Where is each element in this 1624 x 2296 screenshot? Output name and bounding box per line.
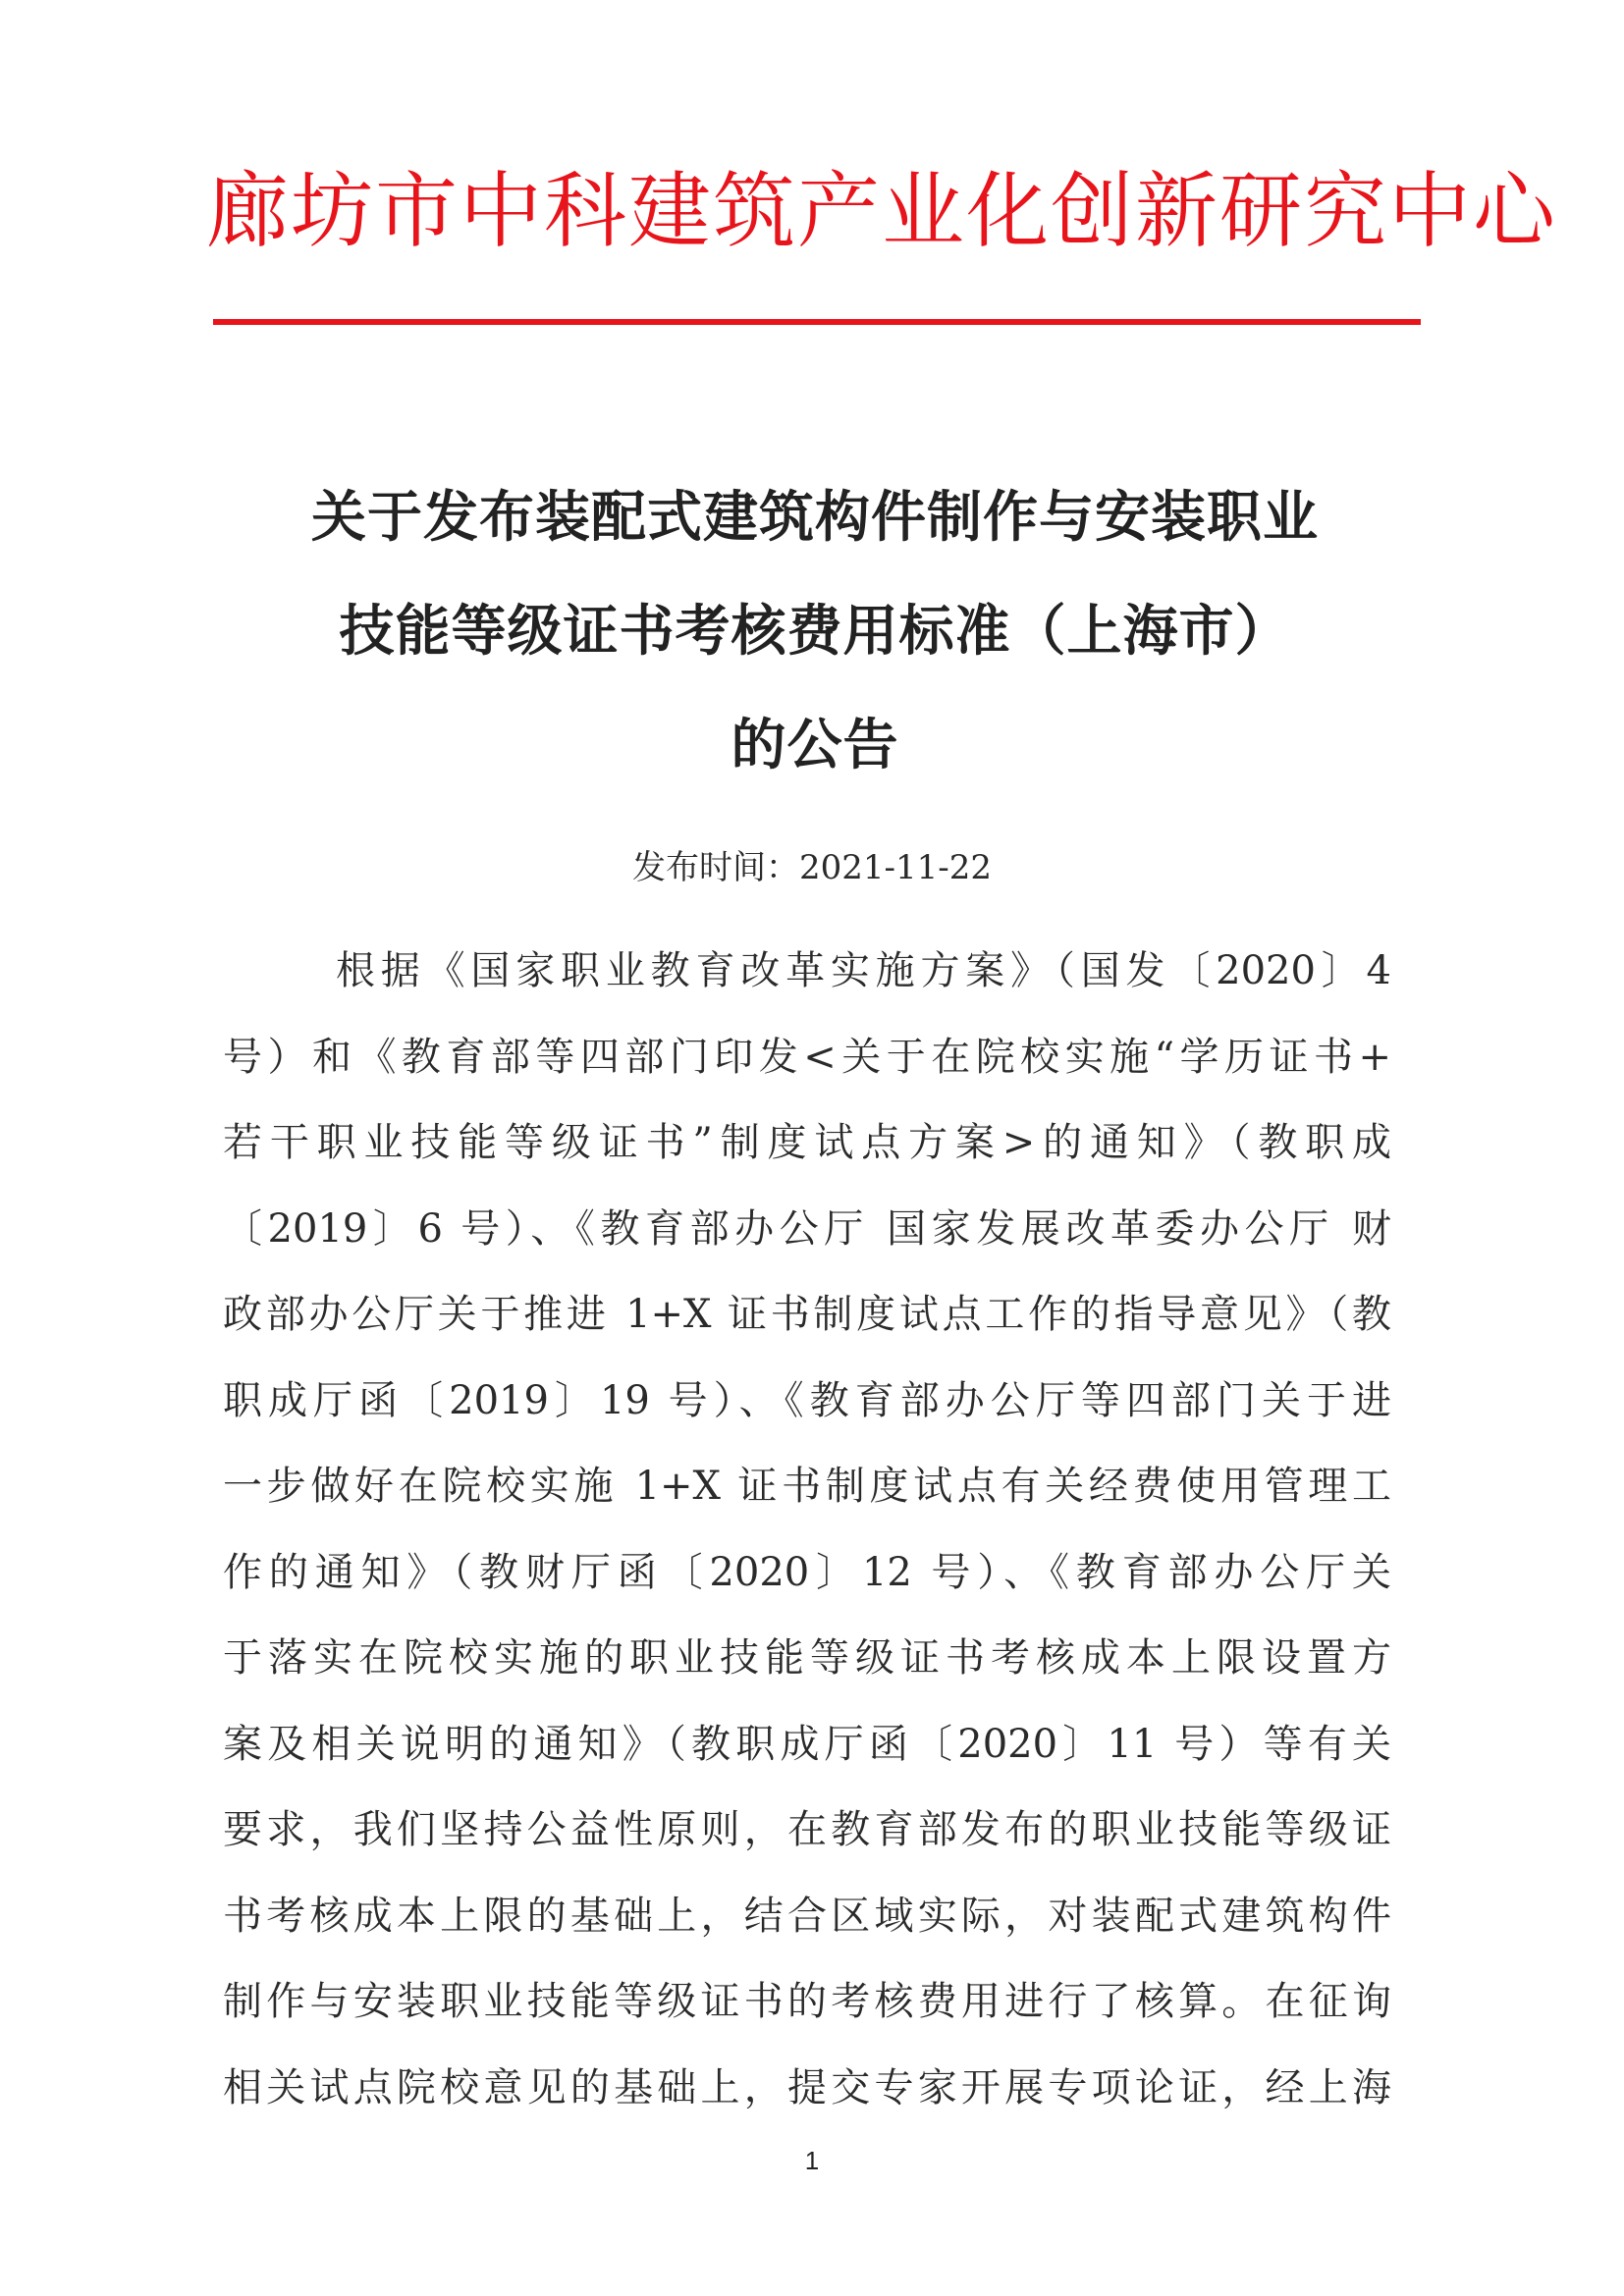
body-line: 相关试点院校意见的基础上，提交专家开展专项论证，经上海 bbox=[223, 2064, 1391, 2110]
page-number: 1 bbox=[804, 2146, 820, 2175]
body-line: 制作与安装职业技能等级证书的考核费用进行了核算。在征询 bbox=[223, 1979, 1391, 2024]
body-line: 号）和《教育部等四部门印发<关于在院校实施“学历证书+ bbox=[223, 1034, 1391, 1080]
body-line: 作的通知》（教财厅函〔2020〕12 号）、《教育部办公厅关 bbox=[223, 1549, 1391, 1595]
body-paragraph bbox=[223, 929, 1391, 2131]
body-line: 一步做好在院校实施 1+X 证书制度试点有关经费使用管理工 bbox=[223, 1464, 1391, 1509]
body-line: 若干职业技能等级证书”制度试点方案>的通知》（教职成 bbox=[223, 1120, 1391, 1165]
title-line: 关于发布装配式建筑构件制作与安装职业 bbox=[311, 486, 1319, 550]
organization-header: 廊坊市中科建筑产业化创新研究中心 bbox=[206, 163, 1558, 259]
body-line: 书考核成本上限的基础上，结合区域实际，对装配式建筑构件 bbox=[223, 1893, 1391, 1939]
header-red-rule bbox=[213, 319, 1421, 325]
body-line: 于落实在院校实施的职业技能等级证书考核成本上限设置方 bbox=[223, 1635, 1391, 1681]
body-line: 职成厅函〔2019〕19 号）、《教育部办公厅等四部门关于进 bbox=[223, 1377, 1391, 1423]
body-line: 根据《国家职业教育改革实施方案》（国发〔2020〕4 bbox=[336, 948, 1391, 993]
title-line: 的公告 bbox=[731, 714, 899, 777]
body-line: 〔2019〕6 号）、《教育部办公厅 国家发展改革委办公厅 财 bbox=[223, 1205, 1391, 1252]
publish-date: 发布时间：2021-11-22 bbox=[631, 848, 993, 887]
body-line: 政部办公厅关于推进 1+X 证书制度试点工作的指导意见》（教 bbox=[223, 1292, 1391, 1337]
document-title bbox=[177, 461, 1453, 803]
body-line: 要求，我们坚持公益性原则，在教育部发布的职业技能等级证 bbox=[223, 1807, 1391, 1852]
body-line: 案及相关说明的通知》（教职成厅函〔2020〕11 号）等有关 bbox=[223, 1721, 1391, 1767]
title-line: 技能等级证书考核费用标准（上海市） bbox=[339, 600, 1291, 664]
